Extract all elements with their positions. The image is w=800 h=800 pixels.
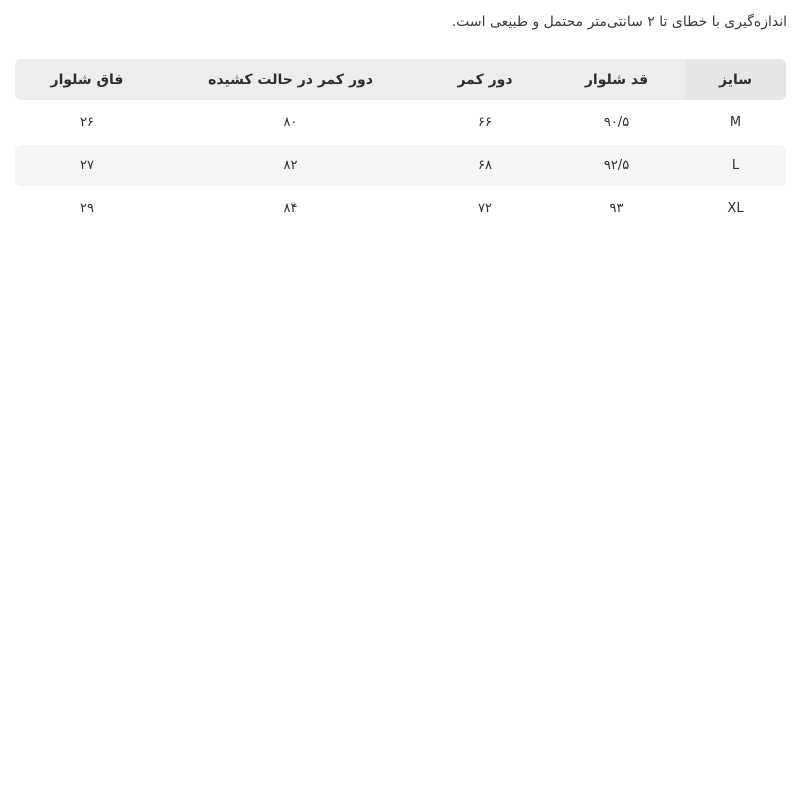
cell-waist: ۶۶ xyxy=(478,115,492,130)
cell-waist-stretched: ۸۲ xyxy=(283,158,298,173)
header-size: سایز xyxy=(685,59,786,100)
header-pants-length: قد شلوار xyxy=(584,71,649,88)
header-rise: فاق شلوار xyxy=(50,71,124,88)
cell-rise: ۲۶ xyxy=(80,115,94,130)
table-row xyxy=(15,188,786,229)
header-waist-stretched: دور کمر در حالت کشیده xyxy=(208,71,373,88)
cell-pants-length: ۹۳ xyxy=(609,201,624,216)
cell-waist: ۷۲ xyxy=(478,201,492,216)
cell-waist: ۶۸ xyxy=(478,158,492,173)
cell-waist-stretched: ۸۰ xyxy=(283,115,298,130)
table-row xyxy=(15,145,786,186)
cell-size: XL xyxy=(727,201,744,216)
cell-size: M xyxy=(729,115,742,130)
table-header-row xyxy=(15,59,786,100)
cell-pants-length: ۹۲/۵ xyxy=(603,158,630,173)
measurement-note: اندازه‌گیری با خطای تا ۲ سانتی‌متر محتمل و طبیعی است. xyxy=(451,14,787,30)
size-chart-table xyxy=(15,59,786,231)
cell-rise: ۲۹ xyxy=(80,201,94,216)
cell-waist-stretched: ۸۴ xyxy=(283,201,298,216)
cell-size: L xyxy=(731,158,740,173)
header-waist: دور کمر xyxy=(457,71,513,88)
cell-rise: ۲۷ xyxy=(80,158,94,173)
cell-pants-length: ۹۰/۵ xyxy=(603,115,630,130)
table-row xyxy=(15,102,786,143)
